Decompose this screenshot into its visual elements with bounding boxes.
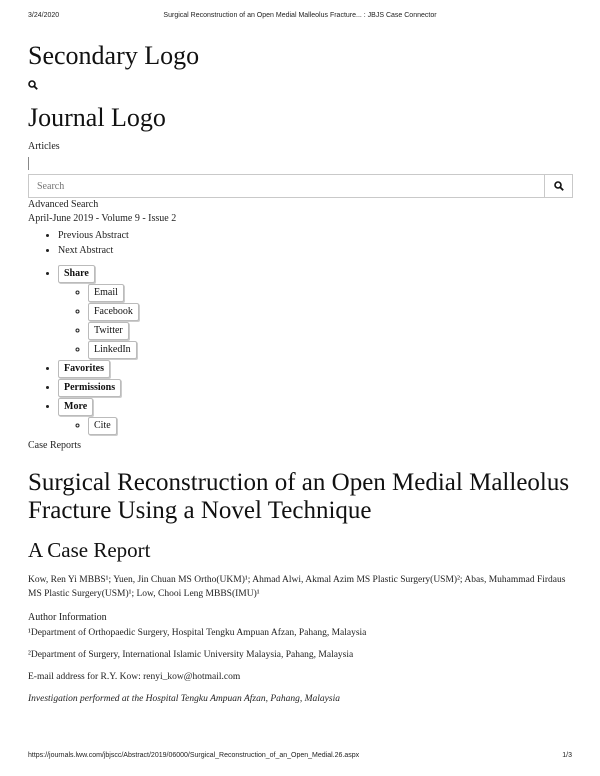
share-menu: [58, 283, 573, 359]
article-subtitle: A Case Report: [28, 538, 151, 562]
previous-abstract-link[interactable]: • Previous Abstract: [58, 228, 573, 243]
affiliation-2: ²Department of Surgery, International Islamic University Malaysia, Pahang, Malaysia: [28, 650, 354, 660]
share-item: [58, 264, 573, 359]
more-menu: [58, 416, 573, 435]
articles-label: Articles: [28, 141, 60, 152]
linkedin-share-button[interactable]: LinkedIn: [88, 341, 137, 359]
cite-button[interactable]: Cite: [88, 417, 117, 435]
favorites-button[interactable]: Favorites: [58, 360, 110, 378]
issue-info[interactable]: April-June 2019 - Volume 9 - Issue 2: [28, 213, 177, 224]
search-bar: [28, 174, 573, 198]
author-information-toggle[interactable]: Author Information: [28, 612, 107, 623]
author-email: E-mail address for R.Y. Kow: renyi_kow@hotmail.com: [28, 672, 241, 682]
permissions-button[interactable]: Permissions: [58, 379, 121, 397]
secondary-logo[interactable]: Secondary Logo: [28, 41, 200, 70]
page-content: [28, 40, 573, 706]
search-input[interactable]: [28, 174, 545, 198]
search-button[interactable]: [545, 174, 573, 198]
print-date: 3/24/2020: [28, 12, 60, 19]
next-abstract-link[interactable]: • Next Abstract: [58, 243, 573, 258]
twitter-share-button[interactable]: Twitter: [88, 322, 129, 340]
affiliation-1: ¹Department of Orthopaedic Surgery, Hospital Tengku Ampuan Afzan, Pahang, Malaysia: [28, 628, 367, 638]
journal-logo[interactable]: Journal Logo: [28, 103, 166, 132]
more-item: [58, 397, 573, 435]
search-icon[interactable]: [28, 80, 38, 90]
advanced-search-link[interactable]: Advanced Search: [28, 199, 99, 210]
more-button[interactable]: More: [58, 398, 93, 416]
search-icon: [554, 181, 564, 191]
article-category[interactable]: Case Reports: [28, 440, 82, 451]
article-title: Surgical Reconstruction of an Open Medial Malleolus Fracture Using a Novel Technique: [28, 469, 570, 524]
abstract-nav: [28, 228, 573, 258]
email-share-button[interactable]: Email: [88, 284, 124, 302]
print-page-title: Surgical Reconstruction of an Open Medial Malleolus Fracture... : JBJS Case Connector: [163, 12, 437, 19]
share-button[interactable]: Share: [58, 265, 95, 283]
text-input[interactable]: [28, 157, 573, 170]
article-tools: [28, 264, 573, 435]
investigation-note: Investigation performed at the Hospital Tengku Ampuan Afzan, Pahang, Malaysia: [28, 694, 340, 704]
print-url: https://journals.lww.com/jbjscc/Abstract/2019/06000/Surgical_Reconstruction_of_an_Open_Medial.26.aspx: [28, 752, 360, 759]
facebook-share-button[interactable]: Facebook: [88, 303, 139, 321]
author-list: Kow, Ren Yi MBBS¹; Yuen, Jin Chuan MS Ortho(UKM)¹; Ahmad Alwi, Akmal Azim MS Plastic Surgery(USM)²; Abas, Muhammad Firdaus MS Plastic Surgery(USM)¹; Low, Chooi Leng MBBS(IMU)¹: [28, 575, 566, 599]
print-page-number: 1/3: [562, 752, 572, 759]
